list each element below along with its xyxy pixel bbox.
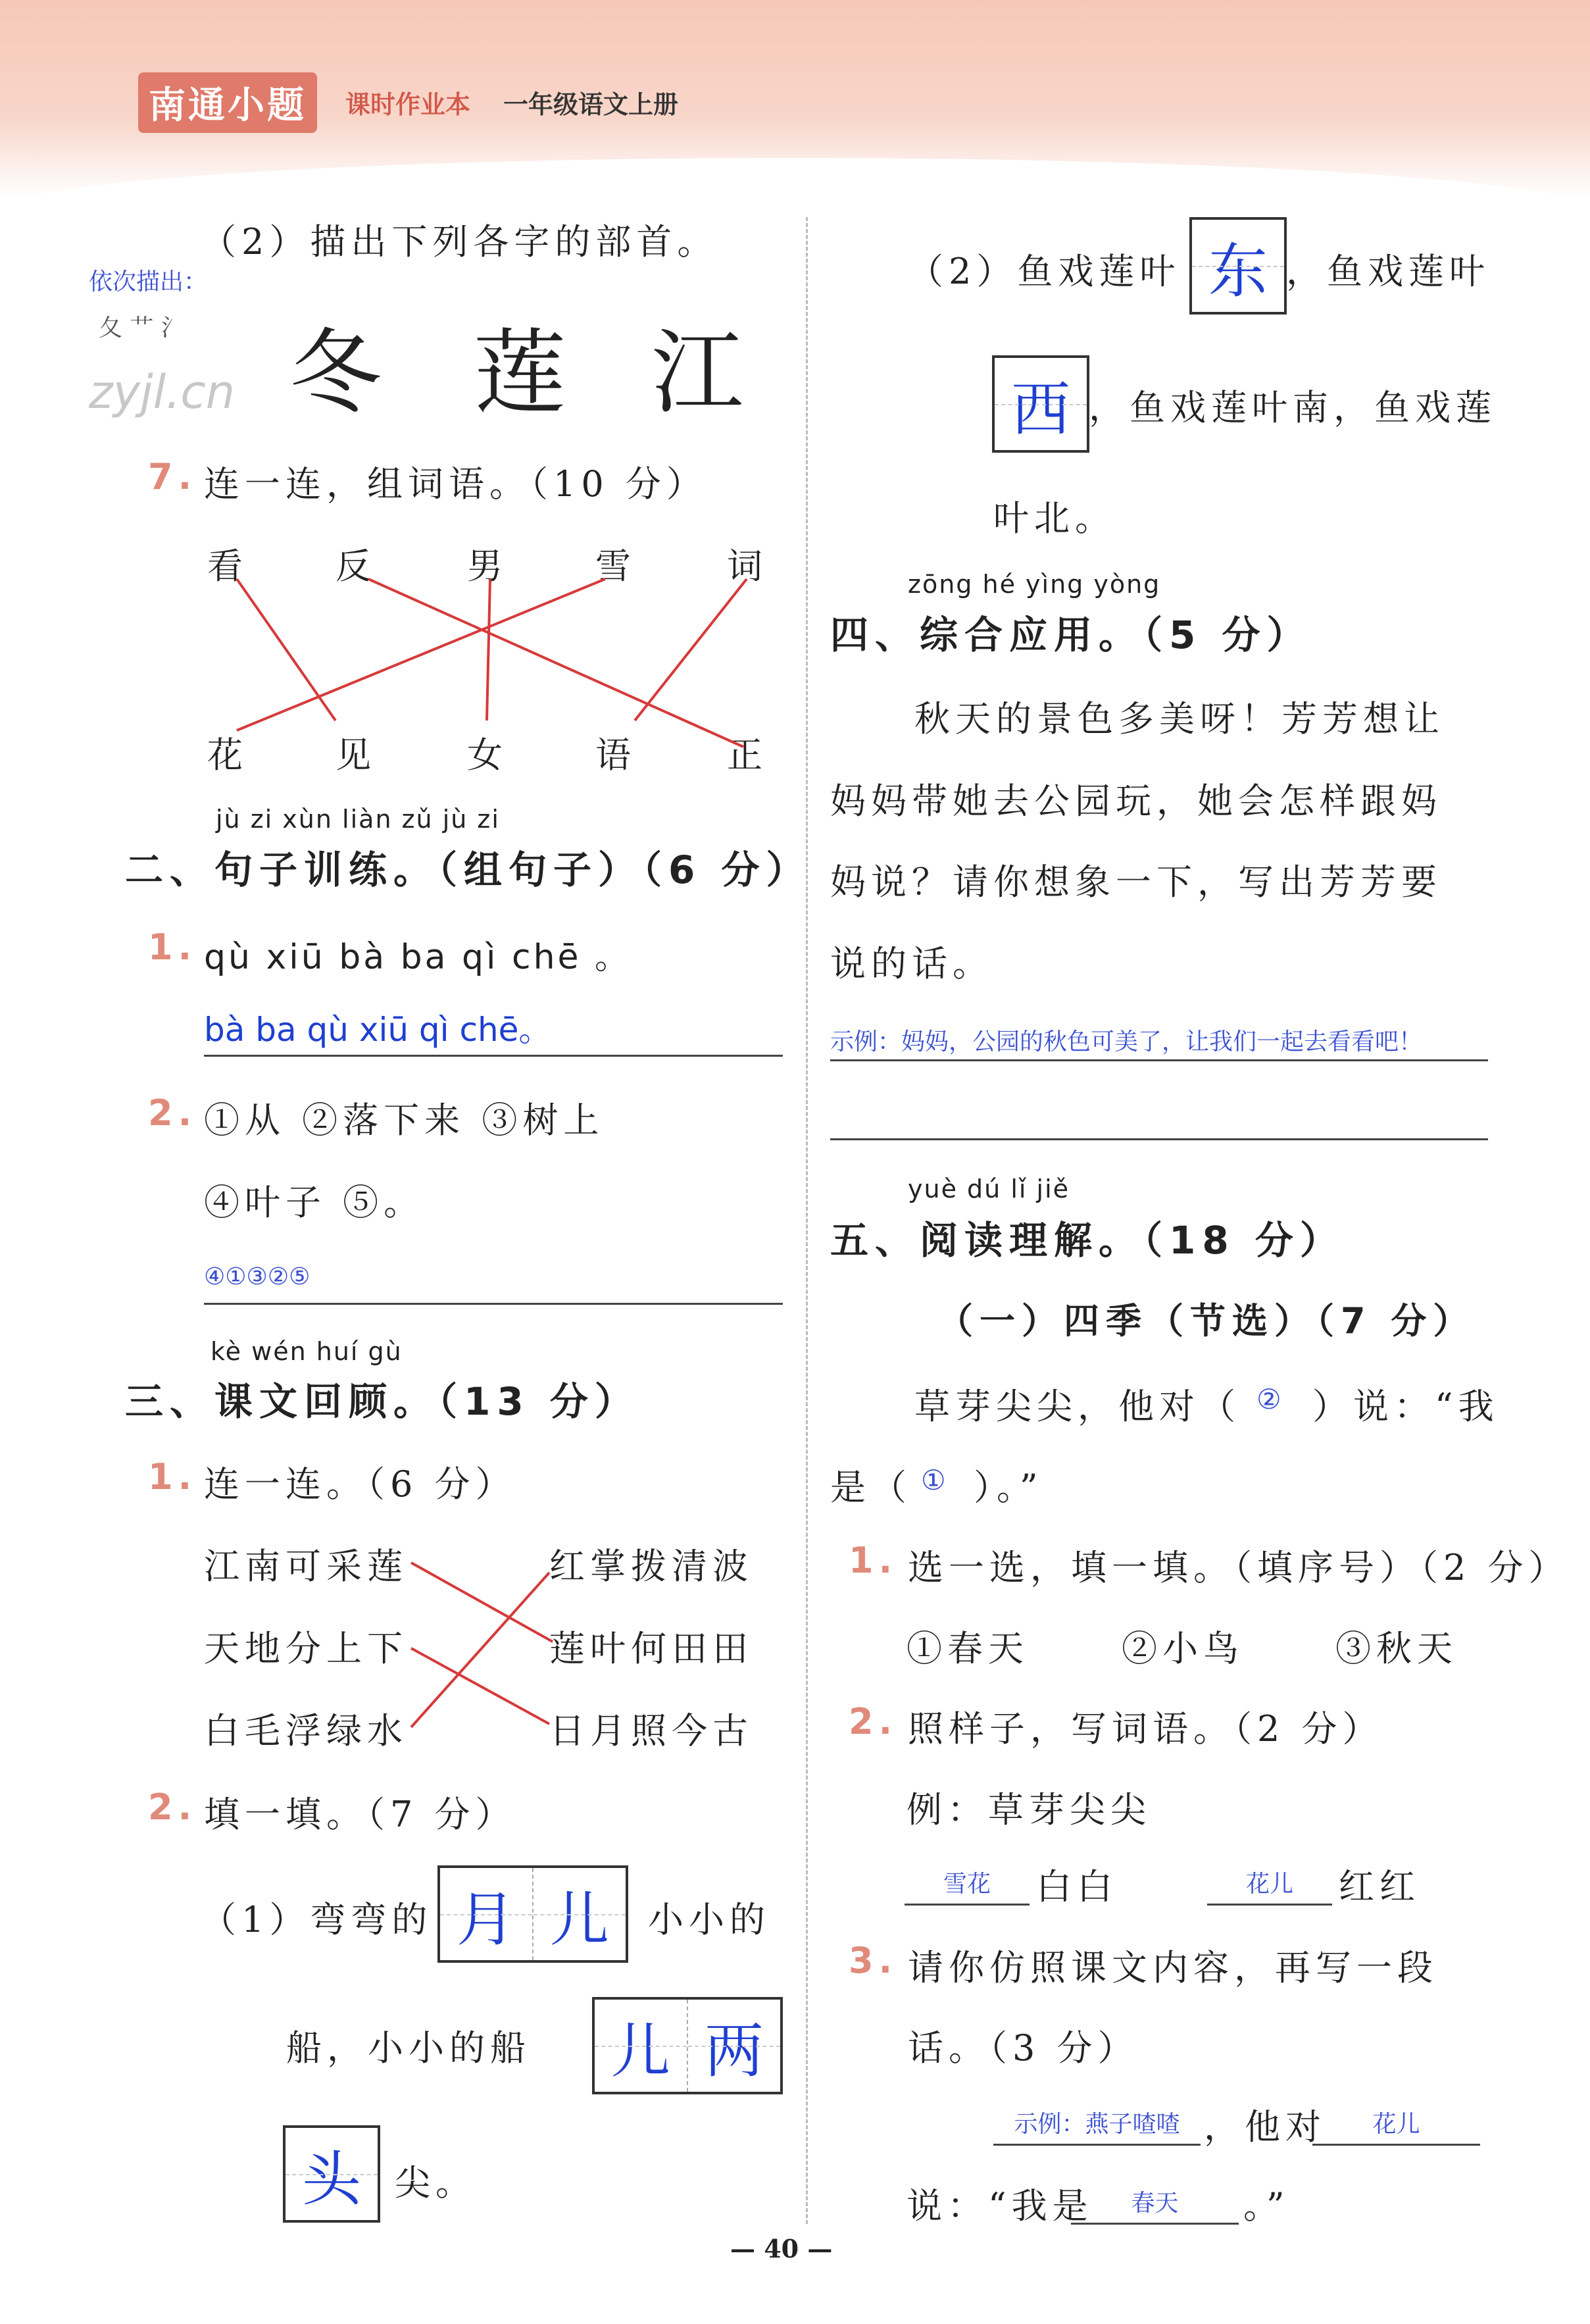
q7-top-3: 男: [467, 545, 508, 587]
fill-box-east: [1189, 217, 1287, 315]
q7-top-5: 词: [727, 545, 768, 587]
q6-hint: 依次描出：: [89, 268, 208, 295]
r-q2-text-1a: （2）鱼戏莲叶: [908, 251, 1181, 292]
s3-left-3: 白毛浮绿水: [204, 1710, 408, 1752]
line-jiangnan-lianye: [411, 1563, 553, 1642]
s5-q2-word-2: 红红: [1339, 1866, 1420, 1907]
s5-q3-number: 3.: [849, 1940, 898, 1981]
s5-para-2-answer: ①: [921, 1464, 946, 1496]
s5-q3-prompt: 请你仿照课文内容，再写一段: [908, 1947, 1438, 1988]
s5-q2-blank-2: [1207, 1865, 1332, 1906]
s2-q1-number: 1.: [148, 926, 197, 968]
s5-q3-answer-2: 花儿: [1372, 2111, 1420, 2138]
fill-box-1: [437, 1865, 628, 1963]
s5-para-2b: ）。”: [974, 1467, 1043, 1508]
s5-subtitle: （一）四季（节选）（7 分）: [937, 1300, 1476, 1342]
book-title: 一年级语文上册: [503, 90, 679, 119]
s5-q1-prompt: 选一选，填一填。（填序号）（2 分）: [908, 1547, 1570, 1588]
s3-q2-text-3b: 尖。: [395, 2162, 476, 2204]
s5-q3-answer-3: 春天: [1131, 2190, 1179, 2217]
s5-q3-blank-2: [1312, 2106, 1480, 2146]
section-5-title: 五、阅读理解。（18 分）: [830, 1218, 1345, 1263]
brand-subtitle: 课时作业本: [345, 90, 471, 119]
s5-q2-example: 例：草芽尖尖: [907, 1789, 1151, 1831]
s3-right-1: 红掌拨清波: [549, 1546, 753, 1587]
s2-q2-line2: ④叶子 ⑤。: [204, 1182, 425, 1223]
s5-q2-answer-2: 花儿: [1245, 1871, 1293, 1898]
s5-q2-blank-1: [905, 1865, 1030, 1906]
s4-para-3: 妈说？请你想象一下，写出芳芳要: [830, 861, 1442, 903]
s5-q3-answer-1: 示例：燕子喳喳: [1014, 2111, 1180, 2138]
line-baimao-hongzhang: [411, 1573, 549, 1727]
s5-q3-text-1: ，他对: [1204, 2106, 1326, 2148]
q6-char-3: 江: [651, 320, 744, 427]
s5-q3-blank-1: [993, 2106, 1201, 2146]
s3-pinyin: kè wén huí gù: [211, 1337, 403, 1366]
q6-char-2: 莲: [474, 320, 566, 427]
fill-box-2-cell-2: 两: [688, 2000, 780, 2092]
fill-box-3-cell-1: 头: [286, 2128, 378, 2220]
fill-box-2: [592, 1997, 783, 2094]
q7-bottom-5: 正: [727, 734, 768, 776]
s5-q1-opt-2: ②小鸟: [1122, 1628, 1244, 1669]
s4-para-2: 妈妈带她去公园玩，她会怎样跟妈: [830, 780, 1442, 822]
line-ci-yu: [635, 579, 747, 720]
r-q2-text-2b: ，鱼戏莲叶南，鱼戏莲: [1089, 387, 1497, 428]
s3-q2-prompt: 填一填。（7 分）: [204, 1794, 516, 1835]
q7-bottom-3: 女: [467, 734, 508, 776]
s4-para-4: 说的话。: [830, 943, 993, 984]
s5-q3-text-2b: 。”: [1243, 2185, 1290, 2227]
s3-q2-number: 2.: [148, 1786, 197, 1828]
s5-q2-word-1: 白白: [1036, 1866, 1118, 1907]
s3-right-2: 莲叶何田田: [549, 1628, 753, 1669]
q6-part2-prompt: （2）描出下列各字的部首。: [201, 221, 718, 263]
r-q2-text-3: 叶北。: [993, 497, 1116, 539]
q7-number: 7.: [148, 456, 197, 497]
fill-box-2-cell-1: 儿: [595, 2000, 688, 2092]
s2-q2-answer: ④①③②⑤: [204, 1263, 311, 1290]
s2-q1-answer: bà ba qù xiū qì chē。: [204, 1011, 552, 1049]
s3-left-1: 江南可采莲: [204, 1546, 408, 1587]
fill-box-west: [992, 355, 1089, 453]
s2-q1-prompt: qù xiū bà ba qì chē 。: [204, 938, 632, 977]
s5-para-2a: 是（: [830, 1467, 912, 1508]
brand-logo: 南通小题: [138, 72, 317, 133]
fill-box-3: [283, 2125, 380, 2223]
fill-box-west-cell: 西: [995, 358, 1087, 450]
s5-para-1-answer: ②: [1256, 1383, 1281, 1415]
q7-top-2: 反: [335, 545, 376, 587]
s5-q3-text-2a: 说：“我是: [907, 2185, 1093, 2227]
s4-pinyin: zōng hé yìng yòng: [908, 570, 1161, 599]
q7-bottom-1: 花: [207, 734, 248, 776]
s5-q1-opt-1: ①春天: [907, 1628, 1029, 1669]
fill-box-1-cell-2: 儿: [534, 1868, 626, 1960]
r-q2-text-1b: ，鱼戏莲叶: [1286, 251, 1490, 292]
s3-right-3: 日月照今古: [549, 1710, 753, 1752]
q7-bottom-4: 语: [595, 734, 636, 776]
s2-pinyin: jù zi xùn liàn zǔ jù zi: [216, 805, 500, 834]
q7-top-1: 看: [207, 545, 248, 587]
s3-q1-number: 1.: [148, 1456, 197, 1498]
section-4-title: 四、综合应用。（5 分）: [830, 613, 1312, 657]
s5-q2-answer-1: 雪花: [943, 1871, 991, 1898]
fill-box-1-cell-1: 月: [440, 1868, 534, 1960]
page-number: — 40 —: [730, 2234, 833, 2263]
q7-prompt: 连一连，组词语。（10 分）: [204, 463, 707, 505]
s5-q3-prompt-2: 话。（3 分）: [908, 2027, 1139, 2069]
line-kan-jian: [237, 579, 335, 720]
watermark: zyjl.cn: [89, 365, 236, 419]
s2-q1-answer-line: [204, 1003, 783, 1057]
s5-q1-opt-3: ③秋天: [1335, 1628, 1458, 1669]
s4-answer-line-1: [830, 1023, 1488, 1061]
q7-bottom-2: 见: [335, 734, 376, 776]
s3-q2-text-2a: 船，小小的船: [286, 2027, 531, 2069]
s5-q3-blank-3: [1071, 2185, 1239, 2225]
s5-q1-number: 1.: [849, 1540, 898, 1581]
s2-q2-number: 2.: [148, 1092, 197, 1134]
s2-q2-line1: ①从 ②落下来 ③树上: [204, 1099, 605, 1141]
fill-box-east-cell: 东: [1192, 220, 1284, 312]
line-tiandi-riyue: [411, 1648, 549, 1724]
s2-q2-answer-line: [204, 1263, 783, 1305]
s5-para-1a: 草芽尖尖，他对（: [914, 1386, 1241, 1427]
s5-q2-number: 2.: [849, 1701, 898, 1742]
s5-pinyin: yuè dú lǐ jiě: [908, 1175, 1070, 1203]
line-fan-zheng: [368, 579, 743, 747]
s5-q2-prompt: 照样子，写词语。（2 分）: [908, 1708, 1383, 1750]
s4-answer: 示例：妈妈，公园的秋色可美了，让我们一起去看看吧！: [830, 1028, 1423, 1055]
section-2-title: 二、句子训练。（组句子）（6 分）: [125, 847, 811, 892]
q6-char-1: 冬: [289, 320, 382, 427]
line-nan-nv: [487, 579, 490, 720]
s3-q1-prompt: 连一连。（6 分）: [204, 1463, 516, 1505]
s4-para-1: 秋天的景色多美呀！芳芳想让: [914, 698, 1445, 740]
s3-q2-text-1a: （1）弯弯的: [201, 1899, 433, 1940]
q6-radicals: 夂 艹 氵: [99, 315, 185, 341]
s3-q2-text-1b: 小小的: [648, 1899, 770, 1940]
s3-left-2: 天地分上下: [204, 1628, 408, 1669]
q7-top-4: 雪: [595, 545, 636, 587]
s5-para-1b: ）说：“我: [1312, 1386, 1499, 1427]
s4-answer-line-2: [830, 1105, 1488, 1140]
section-3-title: 三、课文回顾。（13 分）: [125, 1379, 639, 1424]
